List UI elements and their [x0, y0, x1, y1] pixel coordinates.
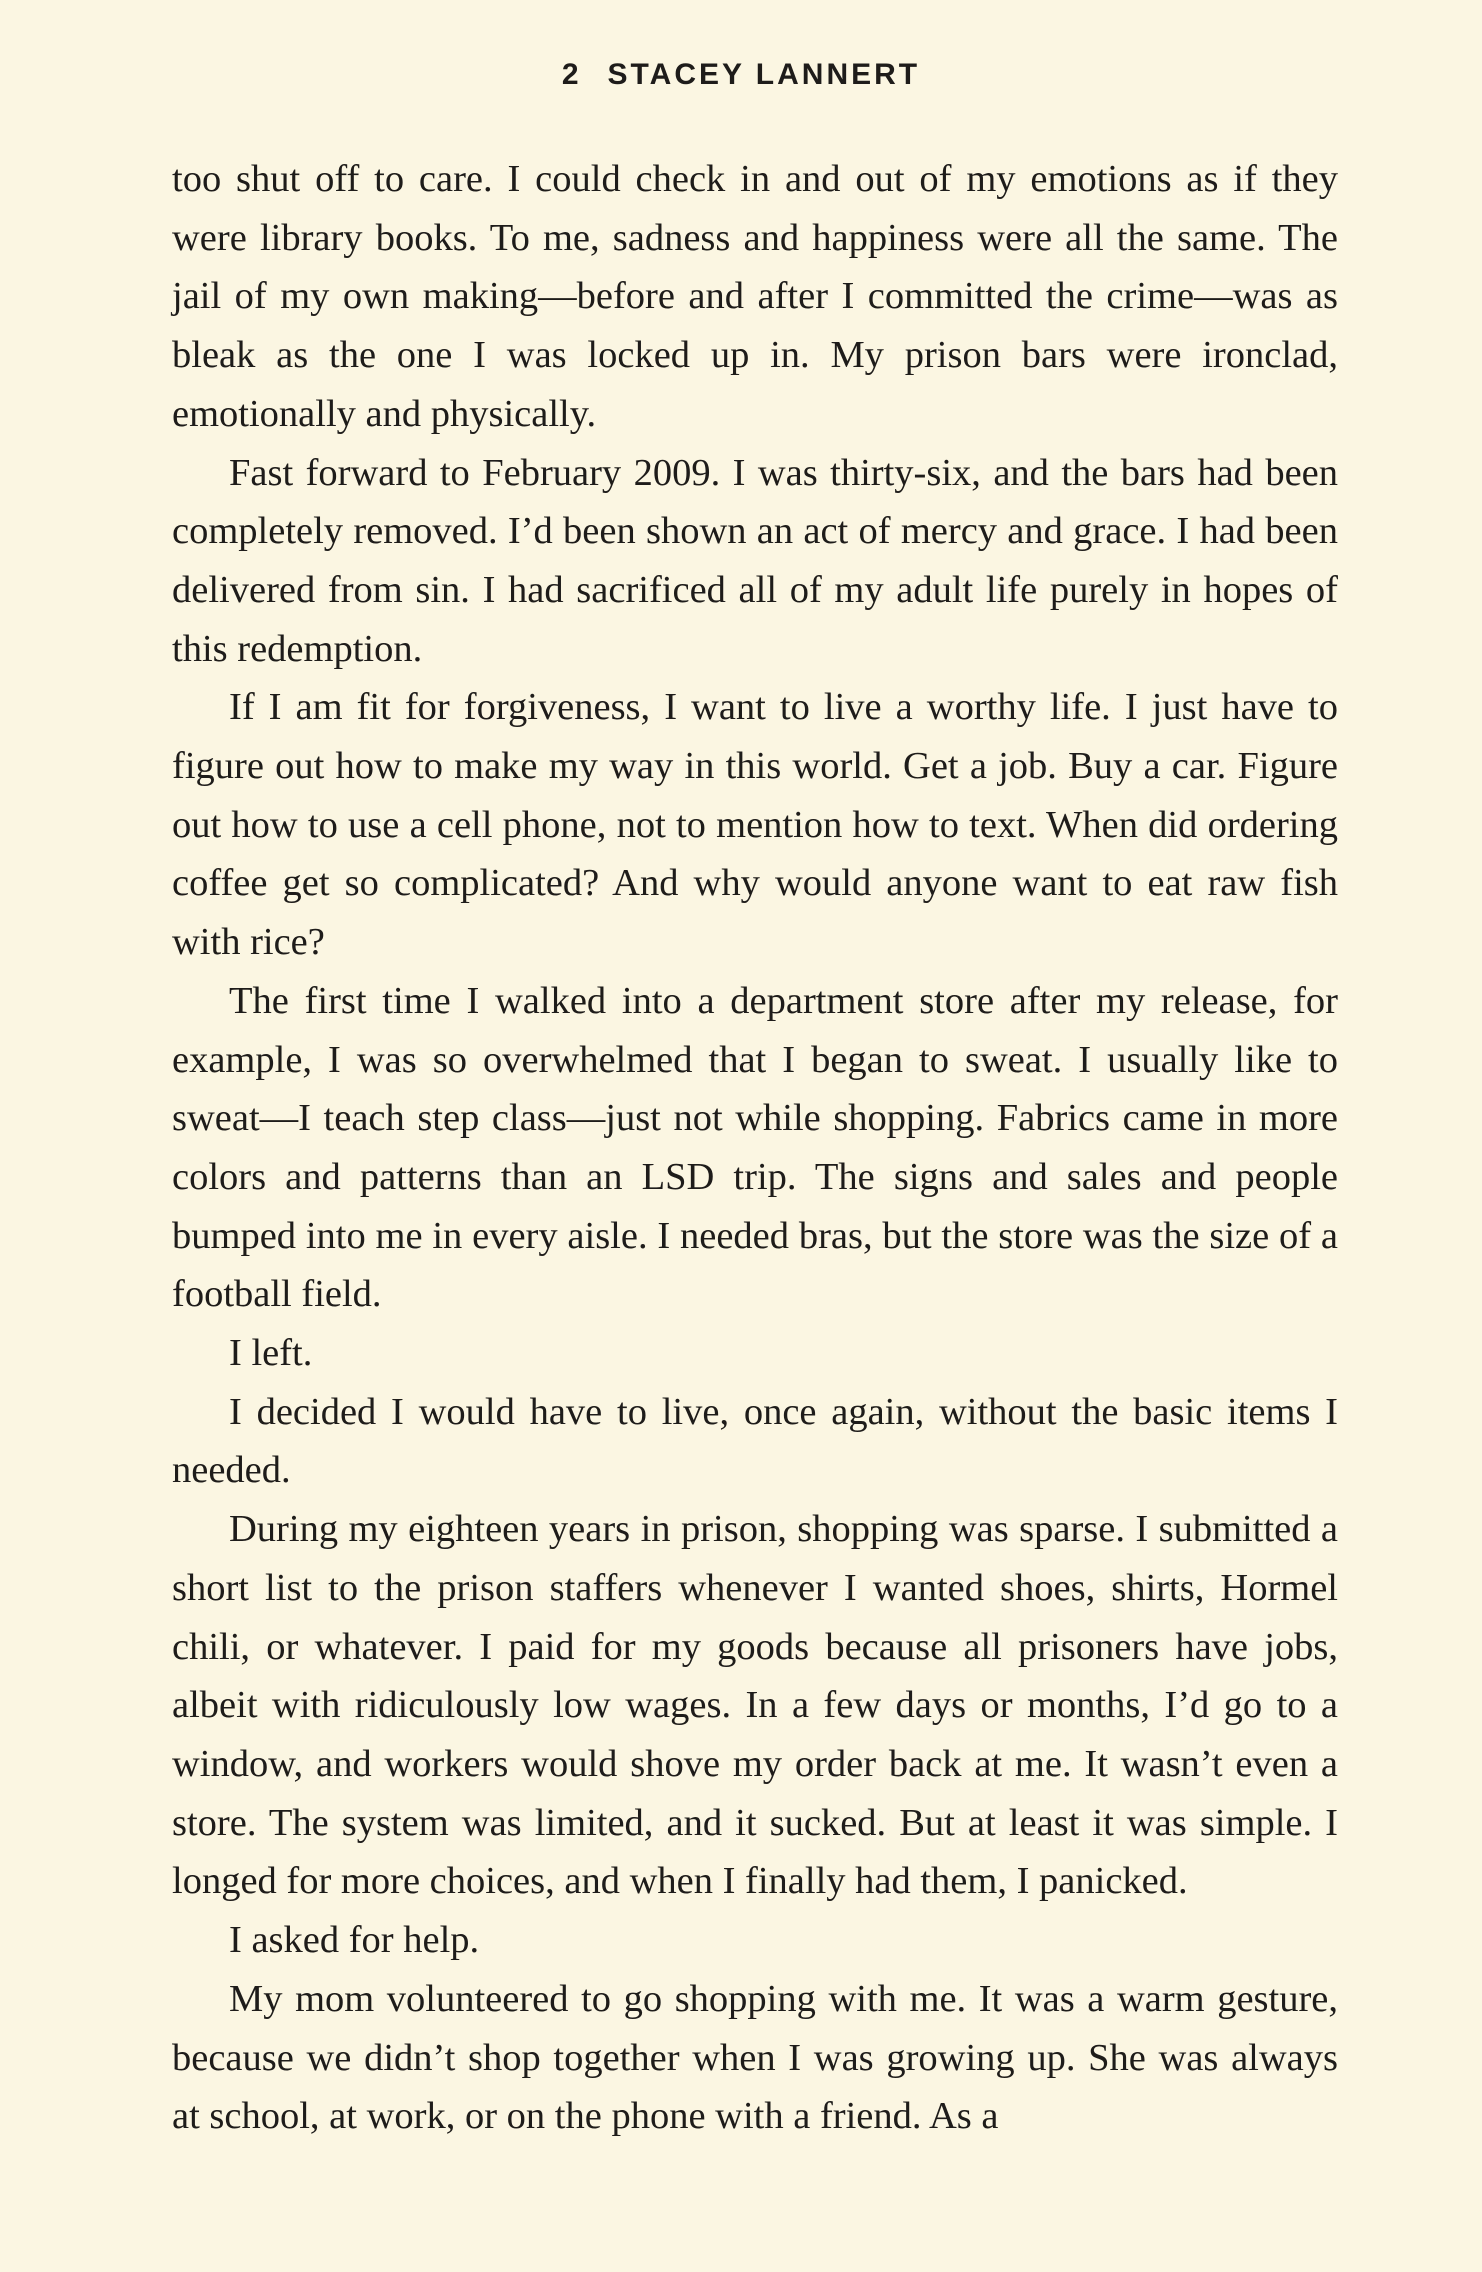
page-number: 2: [561, 58, 582, 91]
paragraph-1: too shut off to care. I could check in and out of my emotions as if they were library books. To me, sadness and happiness were all the same. The jail of my own making—before and after I committed the crime—was as bleak as the one I was locked up in. My prison bars were ironclad, emotionally and physically.: [172, 158, 1338, 435]
author-name: STACEY LANNERT: [607, 58, 921, 91]
paragraph-5: I left.: [229, 1332, 313, 1375]
body-text: [172, 150, 1338, 2146]
paragraph-4: The first time I walked into a department store after my release, for example, I was so overwhelmed that I began to sweat. I usually like to sweat—I teach step class—just not while shopping. Fabrics came in more colors and patterns than an LSD trip. The signs and sales and people bumped into me in every aisle. I needed bras, but the store was the size of a football field.: [172, 979, 1338, 1316]
paragraph-6: I decided I would have to live, once again, without the basic items I needed.: [172, 1390, 1338, 1492]
paragraph-9: My mom volunteered to go shopping with me. It was a warm gesture, because we didn’t shop together when I was growing up. She was always at school, at work, or on the phone with a friend. As a: [172, 1977, 1338, 2138]
running-header: [0, 58, 1482, 92]
paragraph-2: Fast forward to February 2009. I was thirty-six, and the bars had been completely removed. I’d been shown an act of mercy and grace. I had been delivered from sin. I had sacrificed all of my adult life purely in hopes of this redemption.: [172, 451, 1338, 670]
paragraph-8: I asked for help.: [229, 1919, 480, 1962]
paragraph-3: If I am fit for forgiveness, I want to live a worthy life. I just have to figure out how to make my way in this world. Get a job. Buy a car. Figure out how to use a cell phone, not to mention how to text. When did ordering coffee get so complicated? And why would anyone want to eat raw fish with rice?: [172, 686, 1338, 964]
paragraph-7: During my eighteen years in prison, shopping was sparse. I submitted a short list to the prison staffers whenever I wanted shoes, shirts, Hormel chili, or whatever. I paid for my goods because all prisoners have jobs, albeit with ridiculously low wages. In a few days or months, I’d go to a window, and workers would shove my order back at me. It wasn’t even a store. The system was limited, and it sucked. But at least it was simple. I longed for more choices, and when I finally had them, I panicked.: [172, 1508, 1338, 1903]
